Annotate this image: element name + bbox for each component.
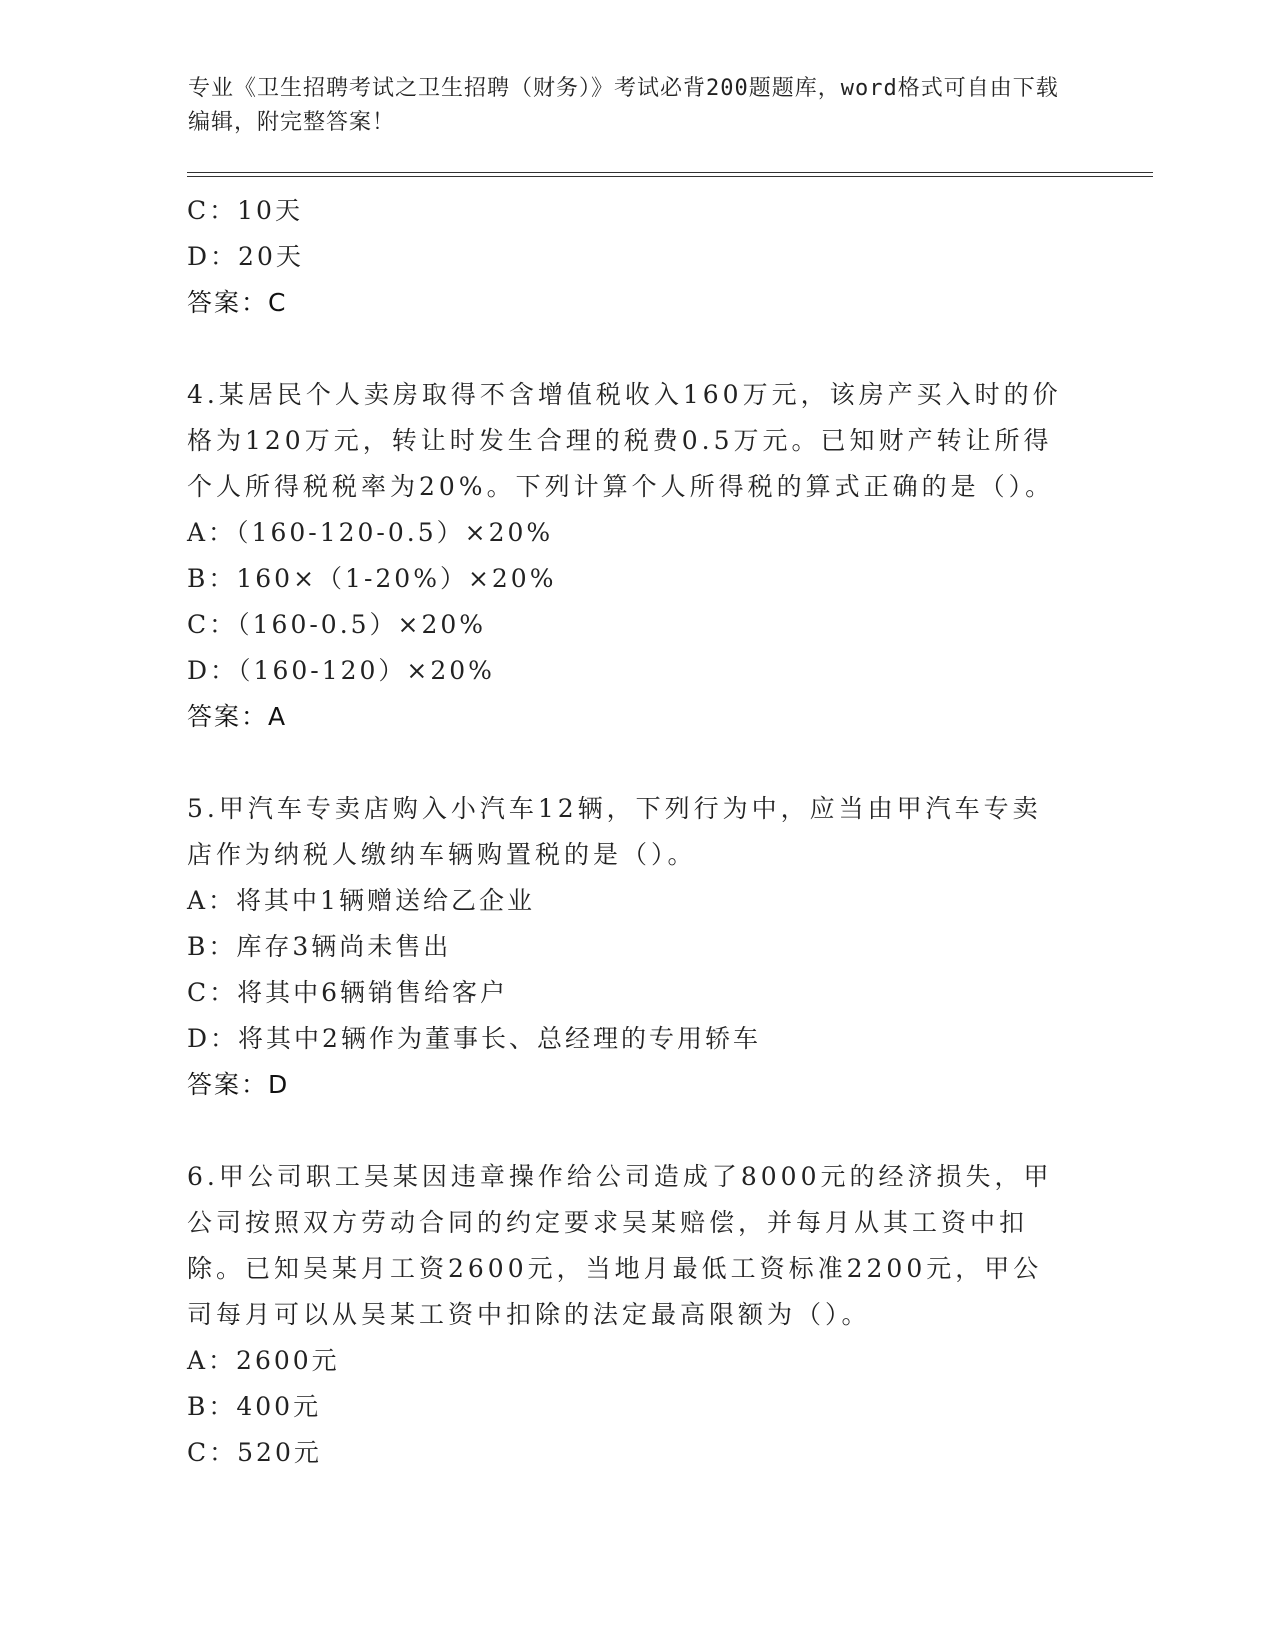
option-c: C：520元 xyxy=(187,1438,322,1467)
option-d: D：20天 xyxy=(187,242,304,271)
option-c: C：将其中6辆销售给客户 xyxy=(187,978,509,1007)
answer: 答案：D xyxy=(187,1070,290,1099)
option-d: D：（160-120）×20% xyxy=(187,656,495,685)
document-header: 专业《卫生招聘考试之卫生招聘（财务）》考试必背200题题库，word格式可自由下载编辑，附完整答案！ xyxy=(188,76,1059,135)
header-rule-bottom xyxy=(187,176,1153,177)
option-a: A：（160-120-0.5）×20% xyxy=(187,518,554,547)
question-6 xyxy=(187,1154,1087,1476)
question-stem: 4.某居民个人卖房取得不含增值税收入160万元，该房产买入时的价格为120万元，转让时发生合理的税费0.5万元。已知财产转让所得个人所得税税率为20%。下列计算个人所得税的算式正确的是（）。 xyxy=(187,380,1062,501)
answer: 答案：C xyxy=(187,288,288,317)
option-c: C：10天 xyxy=(187,196,303,225)
question-3 xyxy=(187,188,1087,326)
question-4 xyxy=(187,372,1087,740)
option-d: D：将其中2辆作为董事长、总经理的专用轿车 xyxy=(187,1024,761,1053)
header-rule-top xyxy=(187,172,1153,173)
option-b: B：160×（1-20%）×20% xyxy=(187,564,557,593)
question-stem: 6.甲公司职工吴某因违章操作给公司造成了8000元的经济损失，甲公司按照双方劳动合同的约定要求吴某赔偿，并每月从其工资中扣除。已知吴某月工资2600元，当地月最低工资标准2200元，甲公司每月可以从吴某工资中扣除的法定最高限额为（）。 xyxy=(187,1162,1053,1329)
option-a: A：2600元 xyxy=(187,1346,340,1375)
option-b: B：库存3辆尚未售出 xyxy=(187,932,452,961)
option-a: A：将其中1辆赠送给乙企业 xyxy=(187,886,535,915)
option-c: C：（160-0.5）×20% xyxy=(187,610,487,639)
answer: 答案：A xyxy=(187,702,288,731)
question-stem: 5.甲汽车专卖店购入小汽车12辆，下列行为中，应当由甲汽车专卖店作为纳税人缴纳车辆购置税的是（）。 xyxy=(187,794,1042,869)
question-5 xyxy=(187,786,1087,1108)
question-content xyxy=(187,188,1087,1476)
option-b: B：400元 xyxy=(187,1392,322,1421)
